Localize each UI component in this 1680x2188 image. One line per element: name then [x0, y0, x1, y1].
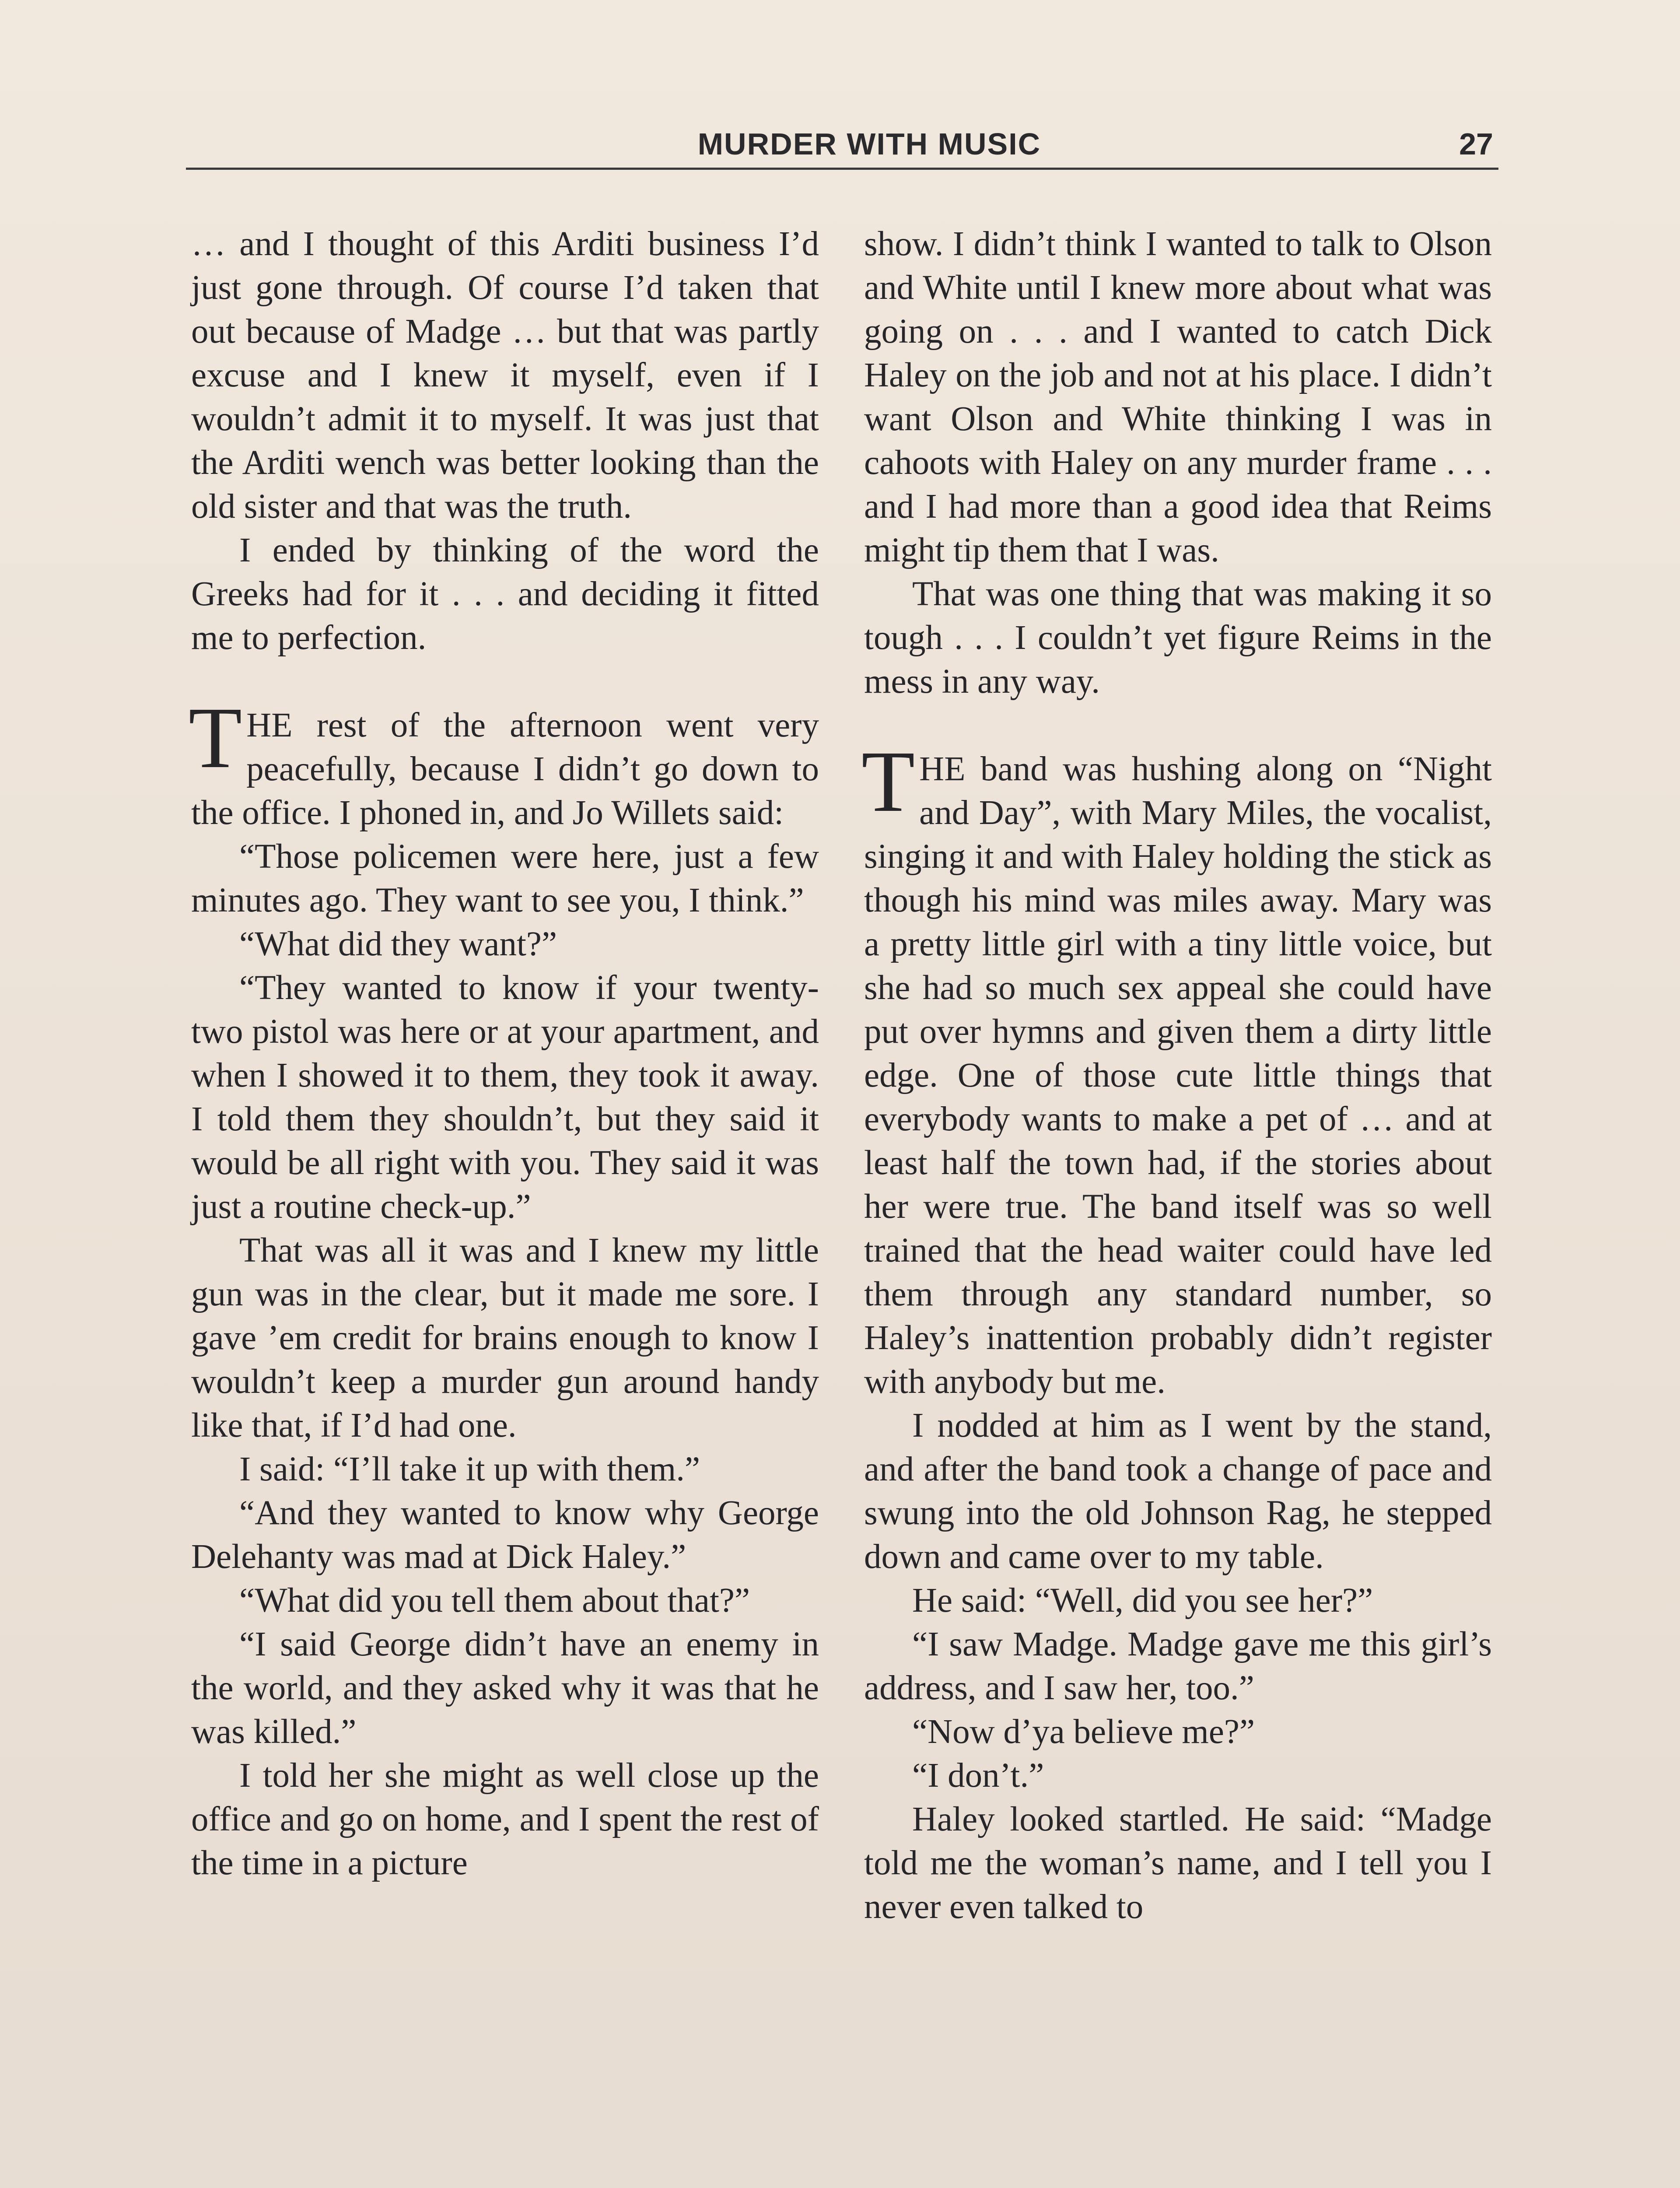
- paragraph: “I said George didn’t have an enemy in the world, and they asked why it was that he was killed.”: [191, 1625, 819, 1751]
- paragraph: “Those policemen were here, just a few minutes ago. They want to see you, I think.”: [191, 838, 819, 919]
- section-opening-paragraph: [861, 733, 1492, 1404]
- paragraph-text: HE band was hushing along on “Night and Day”, with Mary Miles, the vocalist, singing it and with Haley holding the stick as though his mind was miles away. Mary was a pretty little girl with a tiny little voice, but she had so much sex appeal she could have put over hymns and given them a dirty little edge. One of those cute little things that everybody wants to make a pet of … and at least half the town had, if the stories about her were true. The band itself was so well trained that the head waiter could have led them through any standard number, so Haley’s inattention probably didn’t register with anybody but me.: [864, 750, 1492, 1401]
- section-break: [864, 704, 1492, 747]
- drop-cap: T: [861, 733, 915, 830]
- paragraph: show. I didn’t think I wanted to talk to Olson and White until I knew more about what was going on . . . and I wanted to catch Dick Haley on the job and not at his place. I didn’t want Olson and White thinking I was in cahoots with Haley on any murder frame . . . and I had more than a good idea that Reims might tip them that I was.: [864, 225, 1492, 569]
- right-column: [861, 222, 1492, 1929]
- paragraph: “I don’t.”: [912, 1757, 1044, 1795]
- paragraph: “Now d’ya believe me?”: [912, 1713, 1255, 1751]
- paragraph: Haley looked startled. He said: “Madge told me the woman’s name, and I tell you I never even talked to: [864, 1800, 1492, 1926]
- paragraph: “They wanted to know if your twenty-two pistol was here or at your apartment, and when I showed it to them, they took it away. I told them they shouldn’t, but they said it would be all right with you. They said it was just a routine check-up.”: [191, 969, 819, 1226]
- paragraph: “I saw Madge. Madge gave me this girl’s address, and I saw her, too.”: [864, 1625, 1492, 1707]
- paragraph: That was one thing that was making it so tough . . . I couldn’t yet figure Reims in the mess in any way.: [864, 575, 1492, 701]
- page-number: 27: [1459, 127, 1493, 161]
- running-title: MURDER WITH MUSIC: [697, 127, 1041, 161]
- section-opening-paragraph: [189, 690, 819, 835]
- section-break: [191, 660, 819, 704]
- left-column: [191, 222, 819, 1885]
- paragraph: … and I thought of this Arditi business I’d just gone through. Of course I’d taken that out because of Madge … but that was partly excuse and I knew it myself, even if I wouldn’t admit it to myself. It was just that the Arditi wench was better looking than the old sister and that was the truth.: [191, 225, 819, 526]
- paragraph: He said: “Well, did you see her?”: [912, 1581, 1373, 1620]
- running-header: [186, 125, 1498, 162]
- paragraph: I told her she might as well close up the office and go on home, and I spent the rest of the time in a picture: [191, 1757, 819, 1882]
- paragraph: That was all it was and I knew my little gun was in the clear, but it made me sore. I gave ’em credit for brains enough to know I wouldn’t keep a murder gun around handy like that, if I’d had one.: [191, 1231, 819, 1445]
- paragraph: “What did they want?”: [239, 925, 557, 963]
- paragraph: I nodded at him as I went by the stand, and after the band took a change of pace and swung into the old Johnson Rag, he stepped down and came over to my table.: [864, 1406, 1492, 1576]
- header-rule: [186, 168, 1498, 170]
- paragraph: I said: “I’ll take it up with them.”: [239, 1450, 700, 1488]
- paragraph: I ended by thinking of the word the Greeks had for it . . . and deciding it fitted me to perfection.: [191, 531, 819, 657]
- paragraph: “What did you tell them about that?”: [239, 1581, 750, 1620]
- drop-cap: T: [189, 690, 242, 786]
- paragraph: “And they wanted to know why George Delehanty was mad at Dick Haley.”: [191, 1494, 819, 1576]
- paragraph-text: HE rest of the afternoon went very peacefully, because I didn’t go down to the office. I phoned in, and Jo Willets said:: [191, 706, 819, 832]
